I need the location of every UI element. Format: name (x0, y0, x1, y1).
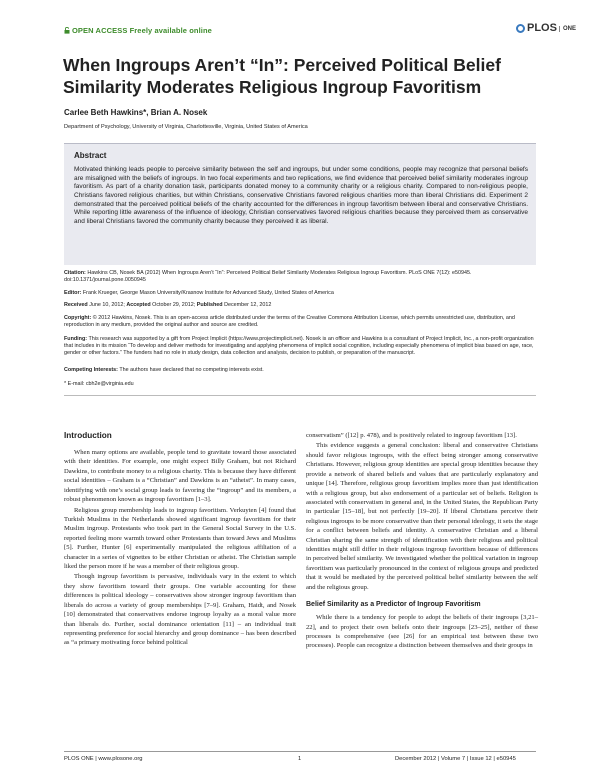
editor-label: Editor: (64, 290, 82, 296)
abstract-heading: Abstract (74, 151, 107, 160)
article-title: When Ingroups Aren’t “In”: Perceived Political Belief Similarity Moderates Religious Ingroup Favoritism (63, 55, 501, 97)
abstract-box (64, 143, 536, 265)
funding (64, 336, 534, 358)
left-column (64, 431, 296, 649)
affiliation: Department of Psychology, University of Virginia, Charlottesville, Virginia, United States of America (64, 124, 308, 130)
citation (64, 270, 534, 284)
citation-text: Hawkins CB, Nosek BA (2012) When Ingroups Aren’t “In”: Perceived Political Belief Similarity Moderates Religious Ingroup Favoritism. PLoS ONE 7(12): e50945. doi:10.1371/journal.pone.0050945 (64, 270, 472, 284)
editor (64, 290, 534, 297)
paragraph: conservatism” ([12] p. 478), and is positively related to ingroup favoritism [13]. (306, 432, 517, 439)
competing-label: Competing Interests: (64, 367, 118, 373)
copyright-text: © 2012 Hawkins, Nosek. This is an open-access article distributed under the terms of the Creative Commons Attribution License, which permits unrestricted use, distribution, and reproduction in any medium, provided the original author and source are credited. (64, 315, 515, 329)
plos-ring-icon (516, 24, 525, 33)
accepted-date: October 29, 2012; (152, 302, 196, 308)
published-date: December 12, 2012 (224, 302, 272, 308)
paragraph: Religious group membership leads to ingroup favoritism. Verkuyten [4] found that Turkish Muslims in the Netherlands showed significant ingroup favoritism for their Muslim ingroup. Protestants who took part in the General Social Survey in the U.S. reported feeling more warmth toward other Protestants than toward Jews and Muslims [5]. Further, Hunter [6] experimentally manipulated the religious affiliation of a character in a series of vignettes to be either Christian or atheist. The Christian sample liked the person more if he was a member of their religious group. (64, 506, 296, 571)
logo-sub-text: ONE (559, 26, 576, 32)
footer-divider (64, 751, 536, 752)
paragraph: While there is a tendency for people to adopt the beliefs of their ingroups [3,21–22], and to project their own beliefs onto their ingroups [23–25], neither of these processes is comprehensive (see [26] for an empirical test between these two processes). People can recognize a distinction between themselves and their groups in (306, 614, 538, 650)
footer-journal: PLOS ONE | www.plosone.org (64, 756, 143, 762)
authors: Carlee Beth Hawkins*, Brian A. Nosek (64, 108, 208, 117)
competing-interests (64, 367, 534, 374)
copyright (64, 315, 534, 329)
abstract-text: Motivated thinking leads people to perceive similarity between the self and ingroups, but under some conditions, people may recognize that personal beliefs are misaligned with the beliefs of ingroups. In two focal experiments and two replications, we find evidence that perceived belief similarity moderates ingroup favoritism. As part of a charity donation task, participants donated money to a community charity or a religious charity. Compared to non-religious people, Christians favored religious charities, but within Christians, conservative Christians favored religious charities more than liberal Christians did. Experiment 2 demonstrated that the perceived political beliefs of the charity accounted for the differences in ingroup favoritism between liberal and conservative Christians. While reporting little awareness of the influence of ideology, Christian conservatives favored religious charities because they perceived them as conservative and liberal Christians favored the community charity because they perceived it as liberal. (74, 166, 528, 225)
footer-issue: December 2012 | Volume 7 | Issue 12 | e50945 (395, 756, 516, 762)
section-heading-introduction: Introduction (64, 431, 112, 440)
divider (64, 395, 536, 396)
paragraph: This evidence suggests a general conclusion: liberal and conservative Christians should favor religious ingroups, with the effect being stronger among conservative Christians. However, religious group identities are special group identities because they provide a network of shared beliefs and values that are particularly explanatory and unique [14]. Therefore, religious group favoritism implies more than just identification with a religious group, but also endorsement of a particular set of beliefs. Religion is associated with conservatism in general and, in the United States, the Republican Party in particular [15–18], but not perfectly [19–20]. If liberal Christians perceive their religious ingroups to be more conservative than their personal ideology, it sets the stage for a conflict between beliefs and identity. A conservative Christian and a liberal Christian sharing the same strength of identification with their religious and political identities might still differ in their religious ingroup favoritism because of differences in perceived belief similarity. We investigated whether the political variation in ingroup favoritism was particularly pronounced in the context of religious groups and predicted that it would be mediated by the perceived political belief similarity between the self and the religious group. (306, 442, 538, 591)
open-lock-icon (64, 27, 70, 34)
accepted-label: Accepted (126, 302, 151, 308)
open-access-text: OPEN ACCESS Freely available online (72, 26, 212, 35)
right-column (306, 431, 538, 652)
competing-text: The authors have declared that no competing interests exist. (119, 367, 264, 373)
open-access-label (64, 26, 212, 35)
email: * E-mail: cbh2e@virginia.edu (64, 381, 134, 387)
header-bar (0, 0, 600, 50)
funding-text: This research was supported by a gift from Project Implicit (https://www.projectimplicit.net). Nosek is an officer and Hawkins is a consultant of Project Implicit, Inc., a non-profit organization that includes in its mission “To develop and deliver methods for investigating and applying phenomena of implicit social cognition, including especially phenomena of implicit bias based on age, race, gender or other factors.” The funders had no role in study design, data collection and analysis, decision to publish, or preparation of the manuscript. (64, 336, 534, 357)
subsection-heading: Belief Similarity as a Predictor of Ingroup Favoritism (306, 601, 481, 609)
paragraph: Though ingroup favoritism is pervasive, individuals vary in the extent to which they show favoritism toward their groups. One variable accounting for these differences is political ideology – conservatives show stronger ingroup favoritism than liberals do across a variety of group memberships [7–9]. Graham, Haidt, and Nosek [10] demonstrated that conservatives endorse ingroup loyalty as a moral value more than liberals do. Further, social dominance orientation [11] – an individual trait representing preference for social hierarchy and group dominance – has been described as “a primary motivating force behind political (64, 573, 296, 647)
received-date: June 10, 2012; (89, 302, 125, 308)
funding-label: Funding: (64, 336, 88, 342)
copyright-label: Copyright: (64, 315, 92, 321)
footer-page-number: 1 (298, 756, 302, 762)
dates (64, 302, 534, 309)
received-label: Received (64, 302, 88, 308)
published-label: Published (196, 302, 223, 308)
citation-label: Citation: (64, 270, 86, 276)
plos-one-logo (516, 22, 576, 34)
logo-text: PLOS (527, 22, 557, 34)
paragraph: When many options are available, people tend to gravitate toward those associated with their identities. For example, one might expect Billy Graham, but not Richard Dawkins, to contribute money to a religious charity. This is because they have different social identities – Graham is a “Christian” and Dawkins is an “atheist”. In many cases, identifying with one’s social group leads to favoring the “ingroup” and its members, a robust phenomenon known as ingroup favoritism [1–3]. (64, 449, 296, 504)
editor-text: Frank Krueger, George Mason University/Krasnow Institute for Advanced Study, United States of America (82, 290, 334, 296)
